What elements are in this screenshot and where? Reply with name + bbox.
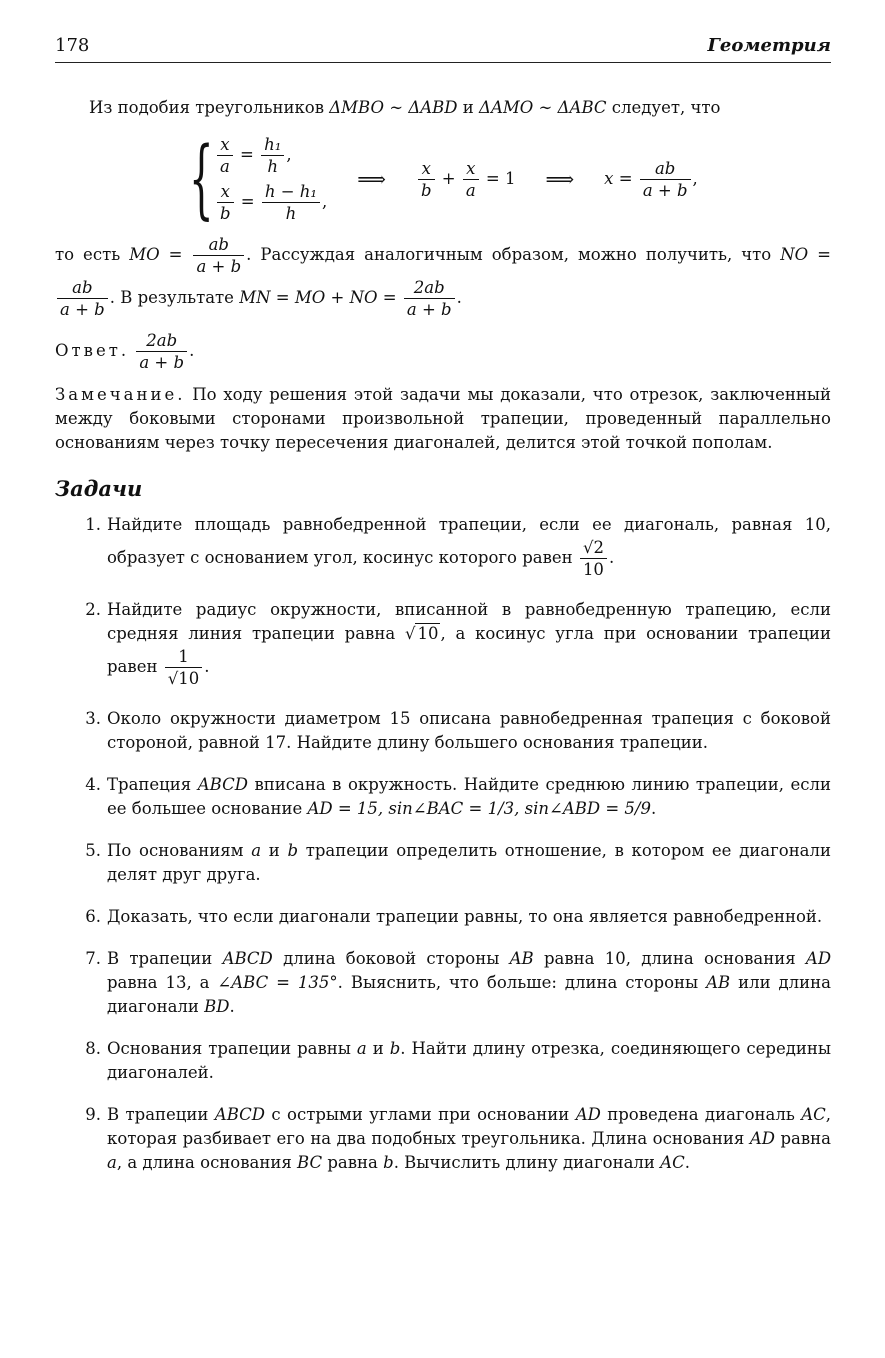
- intro-text-end: следует, что: [611, 98, 721, 117]
- similar-symbol: ∼: [389, 98, 404, 117]
- intro-paragraph: [55, 96, 831, 120]
- similar-symbol: ∼: [538, 98, 553, 117]
- math-triangle-mbo: ΔMBO: [329, 98, 385, 117]
- intro-text: Из подобия треугольников: [89, 98, 324, 117]
- math-triangle-abd: ΔABD: [408, 98, 458, 117]
- page-header: [55, 34, 831, 63]
- problem-item: 3. Около окружности диаметром 15 описана равнобедренная трапеция с боковой стороной, равной 17. Найдите длину большего основания трапеции.: [85, 709, 831, 752]
- mo-paragraph: то есть MO = $\frac{ab}{a + b}$ . Рассуждая аналогичным образом, можно получить, что NO = $\frac{ab}{a + b}$ . В результате MN = MO + NO = $\frac{2ab}{a + b}$ .: [55, 235, 831, 319]
- running-title: Геометрия: [707, 35, 831, 56]
- implies-arrow: ⟹: [357, 167, 386, 191]
- section-title: Задачи: [55, 476, 143, 501]
- problem-item: 2. Найдите радиус окружности, вписанной в равнобедренную трапецию, если средняя линия трапеции равна √ 10 , а косинус угла при основании трапеции равен $\frac{1}{√10}$ .: [85, 600, 831, 688]
- system-equation-2: $\frac{x}{b}$ = $\frac{\text{h − h₁}}{h}$ ,: [215, 181, 327, 224]
- answer-line: Ответ. $\frac{2ab}{a + b}$ .: [55, 331, 195, 372]
- problem-item: 8. Основания трапеции равны a и b. Найти длину отрезка, соединяющего середины диагоналей.: [85, 1039, 832, 1082]
- remark-paragraph: [55, 383, 831, 455]
- math-triangle-abc: ΔABC: [557, 98, 607, 117]
- sqrt-expression: √ 10: [404, 624, 439, 643]
- sum-equation: $\frac{x}{b}$ + $\frac{x}{a}$ = 1: [416, 158, 516, 201]
- system-equation-1: $\frac{x}{a}$ = $\frac{\text{h₁}}{h}$ ,: [215, 134, 327, 177]
- equation-system: [55, 129, 831, 229]
- remark-text: По ходу решения этой задачи мы доказали, что отрезок, заключенный между боковыми сторонами произвольной трапеции, проведенный параллельно основаниям через точку пересечения диагоналей, делится этой точкой пополам.: [55, 385, 831, 452]
- implies-arrow: ⟹: [545, 167, 575, 191]
- intro-and: и: [462, 98, 474, 117]
- problem-list: [55, 513, 831, 1175]
- math-triangle-amo: ΔAMO: [479, 98, 534, 117]
- page-number: 178: [55, 35, 90, 56]
- answer-label: Ответ.: [55, 341, 130, 360]
- problem-item: 9. В трапеции ABCD с острыми углами при основании AD проведена диагональ AC, которая разбивает его на два подобных треугольника. Длина основания AD равна a, а длина основания BC равна b. Вычислить длину диагонали AC.: [85, 1105, 832, 1172]
- result-equation: x = $\frac{ab}{a + b}$ ,: [604, 158, 698, 200]
- page-content: [55, 96, 831, 1193]
- problem-item: 6. Доказать, что если диагонали трапеции равны, то она является равнобедренной.: [85, 907, 823, 926]
- left-brace: {: [189, 129, 214, 229]
- problem-item: 7. В трапеции ABCD длина боковой стороны AB равна 10, длина основания AD равна 13, а ∠ABC = 135°. Выяснить, что больше: длина стороны AB или длина диагонали BD.: [85, 949, 832, 1016]
- problem-item: 5. По основаниям a и b трапеции определить отношение, в котором ее диагонали делят друг друга.: [85, 841, 832, 884]
- problem-item: 1. Найдите площадь равнобедренной трапеции, если ее диагональ, равная 10, образует с основанием угол, косинус которого равен $\frac{√2}{10}$ .: [85, 515, 831, 579]
- remark-label: Замечание.: [55, 385, 186, 404]
- problem-item: 4. Трапеция ABCD вписана в окружность. Найдите среднюю линию трапеции, если ее большее основание AD = 15, sin∠BAC = 1/3, sin∠ABD = 5/9.: [85, 775, 831, 818]
